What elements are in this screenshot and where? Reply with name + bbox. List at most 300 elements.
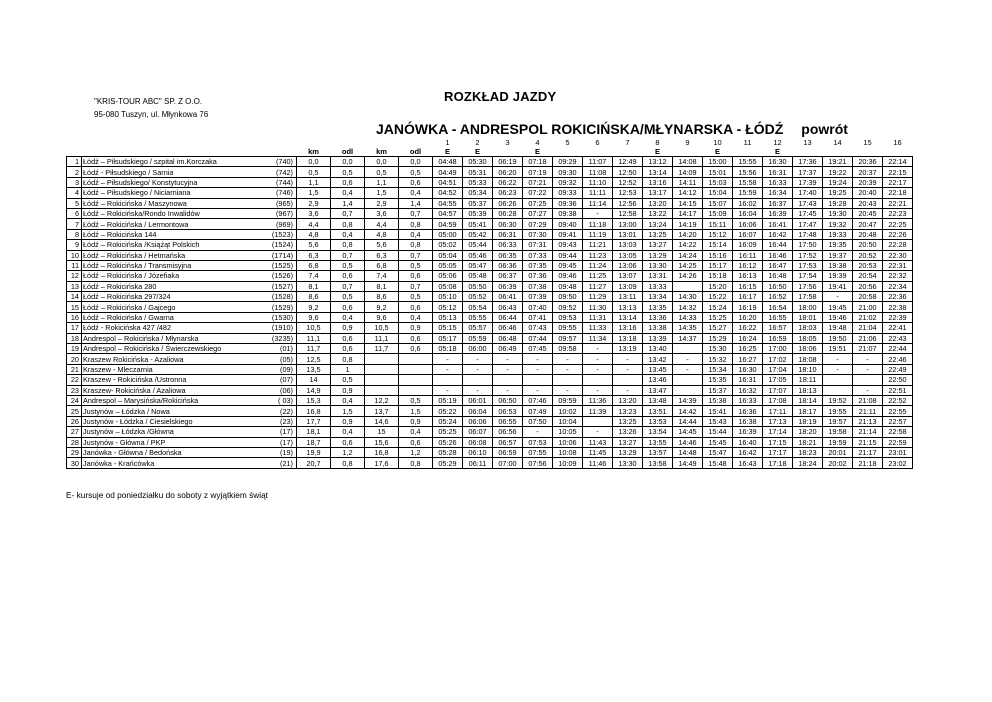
departure-time: 22:34 [883, 281, 913, 291]
departure-time: 19:32 [823, 219, 853, 229]
stop-cell [82, 219, 297, 229]
stop-name: Łódź – Rokicińska / Maszynowa [83, 198, 187, 208]
departure-time: 15:18 [703, 271, 733, 281]
departure-time: 17:18 [763, 458, 793, 468]
departure-time: 16:30 [763, 157, 793, 167]
odl-cell: 0,6 [399, 271, 433, 281]
course-number: 16 [893, 138, 902, 147]
departure-time: 18:14 [793, 395, 823, 405]
departure-time: 05:29 [433, 458, 463, 468]
departure-time: 22:58 [883, 427, 913, 437]
distance-header: odl [341, 147, 354, 156]
course-mark [613, 147, 643, 157]
departure-time: 05:55 [463, 312, 493, 322]
stop-name: Andrespol – Rokicińska / Młynarska [83, 333, 199, 343]
departure-time: 23:01 [883, 447, 913, 457]
departure-time: 06:28 [493, 208, 523, 218]
departure-time: 15:22 [703, 292, 733, 302]
table-row [67, 344, 913, 354]
odl-cell [399, 364, 433, 374]
departure-time: 22:49 [883, 364, 913, 374]
departure-time: 07:19 [523, 167, 553, 177]
departure-time: 05:00 [433, 229, 463, 239]
departure-time: 16:36 [733, 406, 763, 416]
km-cell: 2,9 [365, 198, 399, 208]
departure-time: - [553, 364, 583, 374]
course-mark [493, 147, 523, 157]
departure-time: 22:46 [883, 354, 913, 364]
departure-time: 13:35 [643, 302, 673, 312]
odl-cell: 0,5 [399, 260, 433, 270]
route-name: JANÓWKA - ANDRESPOL ROKICIŃSKA/MŁYNARSKA - ŁÓDŹ [376, 121, 784, 137]
departure-time: 09:45 [553, 260, 583, 270]
departure-time: 15:45 [703, 437, 733, 447]
table-row [67, 437, 913, 447]
odl-cell: 0,6 [399, 333, 433, 343]
table-row [67, 323, 913, 333]
departure-time: 06:43 [493, 302, 523, 312]
departure-time: 16:54 [763, 302, 793, 312]
departure-time: 17:58 [793, 292, 823, 302]
table-row [67, 250, 913, 260]
departure-time: 06:20 [493, 167, 523, 177]
departure-time: 14:35 [673, 323, 703, 333]
departure-time: 19:39 [823, 271, 853, 281]
departure-time: - [613, 364, 643, 374]
departure-time: 14:11 [673, 177, 703, 187]
odl-cell: 1,5 [331, 406, 365, 416]
departure-time: 13:58 [643, 458, 673, 468]
departure-time: 09:46 [553, 271, 583, 281]
departure-time: 22:59 [883, 437, 913, 447]
departure-time: 05:02 [433, 240, 463, 250]
distance-header: km [376, 147, 387, 156]
departure-time: 13:34 [643, 292, 673, 302]
departure-time [673, 375, 703, 385]
km-cell: 4,4 [297, 219, 331, 229]
km-cell: 18,1 [297, 427, 331, 437]
departure-time [673, 344, 703, 354]
stop-cell [82, 302, 297, 312]
header-spacer [82, 138, 297, 147]
departure-time: 12:56 [613, 198, 643, 208]
odl-cell: 0,5 [399, 395, 433, 405]
distance-header: km [308, 147, 319, 156]
departure-time: 17:02 [763, 354, 793, 364]
table-row [67, 406, 913, 416]
stop-name: Andrespol – Marysińska/Rokicińska [83, 396, 199, 406]
departure-time: 04:48 [433, 157, 463, 167]
departure-time: - [493, 364, 523, 374]
table-row [67, 292, 913, 302]
timetable [66, 138, 913, 469]
course-mark: E [444, 147, 450, 156]
departure-time: 16:31 [763, 167, 793, 177]
stop-code: (969) [275, 219, 293, 229]
stop-cell [82, 364, 297, 374]
departure-time: 13:42 [643, 354, 673, 364]
departure-time: 13:06 [613, 260, 643, 270]
departure-time: 07:33 [523, 250, 553, 260]
departure-time: 06:26 [493, 198, 523, 208]
stop-number: 3 [67, 177, 82, 187]
odl-cell: 0,6 [331, 302, 365, 312]
departure-time: 13:00 [613, 219, 643, 229]
departure-time: 13:16 [613, 323, 643, 333]
departure-time: 05:17 [433, 333, 463, 343]
departure-time: 06:04 [463, 406, 493, 416]
departure-time: 05:15 [433, 323, 463, 333]
course-mark: E [474, 147, 480, 156]
departure-time: 20:01 [823, 447, 853, 457]
departure-time: 05:59 [463, 333, 493, 343]
departure-time: 21:08 [853, 395, 883, 405]
departure-time: 06:23 [493, 188, 523, 198]
departure-time: 13:39 [643, 333, 673, 343]
stop-name: Łódź – Rokicińska 297/324 [83, 292, 171, 302]
departure-time: 13:03 [613, 240, 643, 250]
km-cell: 19,9 [297, 447, 331, 457]
departure-time: 19:52 [823, 395, 853, 405]
departure-time: 18:21 [793, 437, 823, 447]
km-cell: 14,9 [297, 385, 331, 395]
departure-time: 09:57 [553, 333, 583, 343]
km-cell: 1,5 [297, 188, 331, 198]
stop-cell [82, 208, 297, 218]
km-cell: 12,5 [297, 354, 331, 364]
departure-time: 16:04 [733, 208, 763, 218]
stop-cell [82, 198, 297, 208]
departure-time: - [433, 354, 463, 364]
course-mark [853, 147, 883, 157]
stop-cell [82, 458, 297, 468]
departure-time: 13:57 [643, 447, 673, 457]
departure-time: 19:24 [823, 177, 853, 187]
stop-cell [82, 177, 297, 187]
table-row [67, 375, 913, 385]
departure-time: 22:50 [883, 375, 913, 385]
departure-time: 14:49 [673, 458, 703, 468]
departure-time [853, 375, 883, 385]
departure-time: 15:25 [703, 312, 733, 322]
departure-time: 13:53 [643, 416, 673, 426]
departure-time: 20:39 [853, 177, 883, 187]
departure-time: 12:50 [613, 167, 643, 177]
departure-time: 13:54 [643, 427, 673, 437]
km-cell [365, 375, 399, 385]
departure-time: 16:33 [733, 395, 763, 405]
stop-cell [82, 406, 297, 416]
departure-time: 13:36 [643, 312, 673, 322]
km-cell: 1,1 [297, 177, 331, 187]
departure-time: 06:53 [493, 406, 523, 416]
departure-time: 07:49 [523, 406, 553, 416]
departure-time: 15:17 [703, 260, 733, 270]
km-cell: 2,9 [297, 198, 331, 208]
odl-cell: 1,4 [331, 198, 365, 208]
departure-time: 19:21 [823, 157, 853, 167]
departure-time: 18:17 [793, 406, 823, 416]
km-cell: 13,7 [365, 406, 399, 416]
departure-time [553, 375, 583, 385]
odl-cell [399, 375, 433, 385]
departure-time: 06:50 [493, 395, 523, 405]
departure-time: 15:44 [703, 427, 733, 437]
odl-cell: 0,8 [399, 240, 433, 250]
departure-time: 16:55 [763, 312, 793, 322]
odl-cell: 0,6 [331, 344, 365, 354]
departure-time: 15:07 [703, 198, 733, 208]
departure-time: 05:54 [463, 302, 493, 312]
table-row [67, 229, 913, 239]
stop-code: (23) [280, 416, 293, 426]
departure-time: 22:31 [883, 260, 913, 270]
stop-name: Janówka - Główna / Bedońska [83, 448, 182, 458]
km-cell: 16,8 [365, 447, 399, 457]
departure-time: 15:12 [703, 229, 733, 239]
km-cell: 15,6 [365, 437, 399, 447]
km-cell: 5,6 [365, 240, 399, 250]
departure-time: 16:33 [763, 177, 793, 187]
departure-time: 20:58 [853, 292, 883, 302]
departure-time: 16:39 [733, 427, 763, 437]
departure-time: 15:35 [703, 375, 733, 385]
departure-time: 06:55 [493, 416, 523, 426]
stop-code: (17) [280, 437, 293, 447]
departure-time: 16:48 [763, 271, 793, 281]
departure-time: 05:41 [463, 219, 493, 229]
km-cell: 18,7 [297, 437, 331, 447]
departure-time: - [853, 385, 883, 395]
departure-time: 17:45 [793, 208, 823, 218]
departure-time: 13:31 [643, 271, 673, 281]
odl-cell: 0,6 [331, 437, 365, 447]
odl-cell: 0,4 [399, 188, 433, 198]
departure-time: 13:48 [643, 395, 673, 405]
stop-name: Łódź – Rokicińska 280 [83, 281, 157, 291]
departure-time: 21:04 [853, 323, 883, 333]
departure-time: 17:13 [763, 416, 793, 426]
km-cell: 4,8 [297, 229, 331, 239]
departure-time: 11:45 [583, 447, 613, 457]
stop-name: Kraszew - Mleczarnia [83, 365, 153, 374]
course-number: 2 [475, 138, 480, 147]
departure-time: 18:00 [793, 302, 823, 312]
departure-time: 16:24 [733, 333, 763, 343]
departure-time: 14:33 [673, 312, 703, 322]
route-title [376, 121, 848, 137]
table-row [67, 240, 913, 250]
departure-time: 09:59 [553, 395, 583, 405]
stop-number: 2 [67, 167, 82, 177]
departure-time: 07:46 [523, 395, 553, 405]
km-cell: 0,0 [297, 157, 331, 167]
company-name: "KRIS-TOUR ABC" SP. Z O.O. [94, 97, 203, 106]
departure-time: 22:28 [883, 240, 913, 250]
departure-time: 13:19 [613, 344, 643, 354]
departure-time: 14:48 [673, 447, 703, 457]
departure-time: 06:41 [493, 292, 523, 302]
departure-time: 21:02 [853, 312, 883, 322]
departure-time: 19:38 [823, 260, 853, 270]
departure-time: 05:18 [433, 344, 463, 354]
departure-time: 10:04 [553, 416, 583, 426]
departure-time: 16:59 [763, 333, 793, 343]
stop-cell [82, 229, 297, 239]
departure-time: 05:33 [463, 177, 493, 187]
departure-time: 16:22 [733, 323, 763, 333]
departure-time: 17:08 [763, 395, 793, 405]
departure-time: 15:20 [703, 281, 733, 291]
departure-time: 13:12 [643, 157, 673, 167]
departure-time: 13:23 [613, 406, 643, 416]
departure-time: 14:44 [673, 416, 703, 426]
stop-number: 4 [67, 188, 82, 198]
stop-number: 5 [67, 198, 82, 208]
km-cell: 11,1 [365, 333, 399, 343]
departure-time: 16:02 [733, 198, 763, 208]
stop-name: Łódź – Rokicińska 144 [83, 229, 157, 239]
departure-time: 16:20 [733, 312, 763, 322]
departure-time: 05:31 [463, 167, 493, 177]
odl-cell: 0,4 [331, 427, 365, 437]
departure-time: 13:01 [613, 229, 643, 239]
departure-time: 09:33 [553, 188, 583, 198]
departure-time: 13:17 [643, 188, 673, 198]
stop-number: 27 [67, 427, 82, 437]
departure-time: 07:35 [523, 260, 553, 270]
odl-cell: 1,4 [399, 198, 433, 208]
odl-cell [399, 385, 433, 395]
departure-time: 22:23 [883, 208, 913, 218]
departure-time: 19:37 [823, 250, 853, 260]
departure-time: 13:29 [643, 250, 673, 260]
stop-cell [82, 157, 297, 167]
departure-time: 09:40 [553, 219, 583, 229]
stop-code: (21) [280, 458, 293, 468]
departure-time: 21:00 [853, 302, 883, 312]
departure-time: 14:42 [673, 406, 703, 416]
stop-code: (1527) [271, 281, 293, 291]
stop-cell [82, 375, 297, 385]
km-cell: 11,7 [365, 344, 399, 354]
departure-time: 12:53 [613, 188, 643, 198]
odl-cell: 0,7 [399, 208, 433, 218]
course-number: 5 [565, 138, 570, 147]
departure-time: - [613, 354, 643, 364]
stop-number: 28 [67, 437, 82, 447]
departure-time: 14:09 [673, 167, 703, 177]
departure-time: - [583, 427, 613, 437]
course-mark [583, 147, 613, 157]
departure-time: 06:57 [493, 437, 523, 447]
stop-number: 17 [67, 323, 82, 333]
departure-time: 18:23 [793, 447, 823, 457]
departure-time: 16:09 [733, 240, 763, 250]
odl-cell: 0,4 [331, 188, 365, 198]
stop-name: Andrespol – Rokicińska / Świerczewskiego [83, 344, 222, 354]
departure-time: - [613, 385, 643, 395]
departure-time: 13:27 [643, 240, 673, 250]
departure-time: 19:35 [823, 240, 853, 250]
departure-time: 20:54 [853, 271, 883, 281]
departure-time: 15:43 [703, 416, 733, 426]
stop-code: (1530) [271, 313, 293, 323]
km-cell: 5,6 [297, 240, 331, 250]
course-number: 12 [773, 138, 782, 147]
departure-time: 17:11 [763, 406, 793, 416]
departure-time: 07:21 [523, 177, 553, 187]
stop-code: (1529) [271, 302, 293, 312]
odl-cell: 0,4 [399, 312, 433, 322]
departure-time: 07:41 [523, 312, 553, 322]
departure-time: 04:57 [433, 208, 463, 218]
departure-time: 05:22 [433, 406, 463, 416]
departure-time: 09:44 [553, 250, 583, 260]
departure-time: 16:39 [763, 208, 793, 218]
departure-time [823, 375, 853, 385]
stop-cell [82, 188, 297, 198]
table-row [67, 188, 913, 198]
departure-time: 20:52 [853, 250, 883, 260]
departure-time: 07:27 [523, 208, 553, 218]
stop-number: 22 [67, 375, 82, 385]
km-cell: 4,8 [365, 229, 399, 239]
table-row [67, 458, 913, 468]
departure-time: 20:56 [853, 281, 883, 291]
departure-time: 07:18 [523, 157, 553, 167]
departure-time: 06:46 [493, 323, 523, 333]
km-cell: 1,5 [365, 188, 399, 198]
departure-time: 06:06 [463, 416, 493, 426]
departure-time: 17:52 [793, 250, 823, 260]
distance-header: odl [409, 147, 422, 156]
departure-time: 17:53 [793, 260, 823, 270]
departure-time: 05:42 [463, 229, 493, 239]
table-row [67, 416, 913, 426]
departure-time: 06:08 [463, 437, 493, 447]
departure-time: 20:43 [853, 198, 883, 208]
departure-time: 14:22 [673, 240, 703, 250]
departure-time: 06:01 [463, 395, 493, 405]
departure-time: 05:28 [433, 447, 463, 457]
km-cell: 6,3 [365, 250, 399, 260]
stop-code: (742) [275, 167, 293, 177]
departure-time: 18:08 [793, 354, 823, 364]
stop-number: 8 [67, 229, 82, 239]
departure-time: 04:59 [433, 219, 463, 229]
km-cell [365, 364, 399, 374]
stop-cell [82, 395, 297, 405]
stop-code: (1714) [271, 250, 293, 260]
stop-name: Kraszew - Rokicińska /Ustronna [83, 375, 187, 385]
odl-cell: 1 [331, 364, 365, 374]
departure-time: 15:27 [703, 323, 733, 333]
departure-time: 04:51 [433, 177, 463, 187]
stop-code: (744) [275, 177, 293, 187]
departure-time: 13:25 [613, 416, 643, 426]
departure-time: 14:32 [673, 302, 703, 312]
departure-time: 20:48 [853, 229, 883, 239]
departure-time: 13:20 [643, 198, 673, 208]
departure-time: 16:06 [733, 219, 763, 229]
departure-time: 07:53 [523, 437, 553, 447]
odl-cell: 1,2 [331, 447, 365, 457]
departure-time: 15:48 [703, 458, 733, 468]
stop-number: 18 [67, 333, 82, 343]
departure-time: 16:50 [763, 281, 793, 291]
km-cell: 15 [365, 427, 399, 437]
